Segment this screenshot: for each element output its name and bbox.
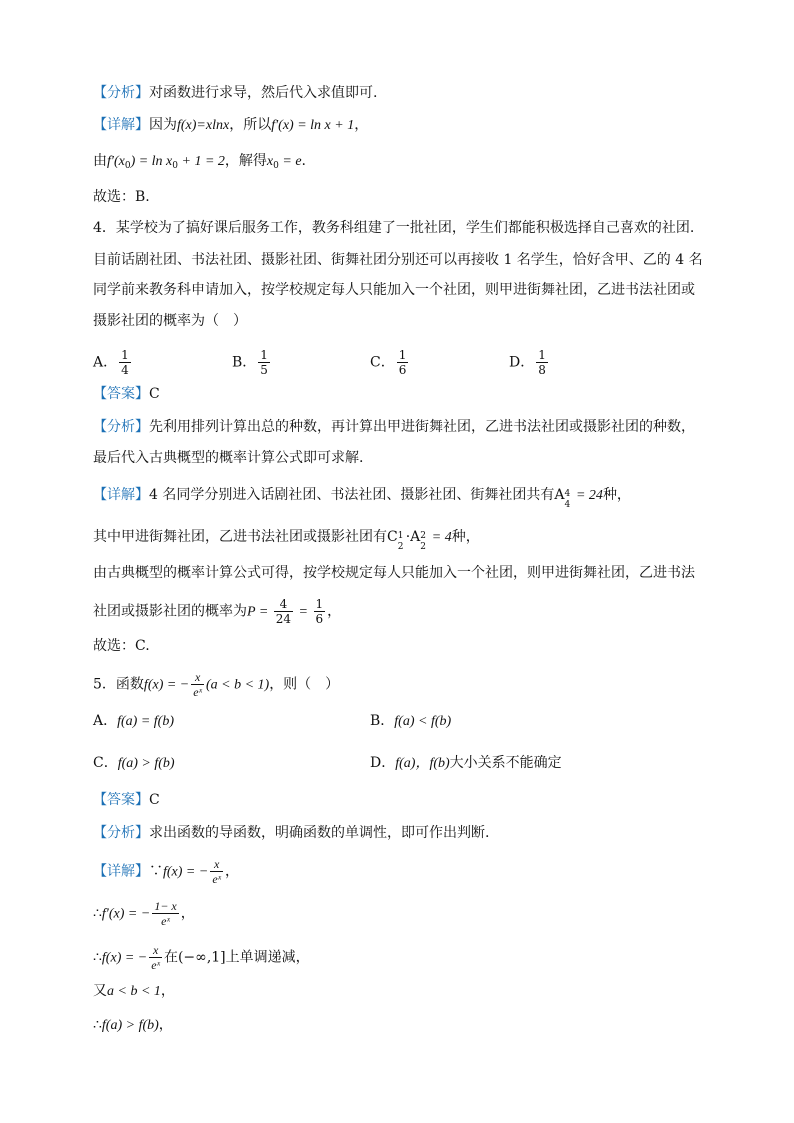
- math-expression: = e: [278, 154, 302, 169]
- q4-option-b: [232, 348, 272, 377]
- math-expression: (−∞,1]: [177, 949, 226, 966]
- math-expression: =: [295, 604, 312, 620]
- q4-stem-line-4: 摄影社团的概率为（ ）: [93, 313, 247, 329]
- detail-text: 社团或摄影社团的概率为: [93, 603, 247, 620]
- fraction: [314, 597, 326, 626]
- detail-text: 上单调递减，: [225, 949, 310, 966]
- math-expression: f′(x: [107, 154, 125, 169]
- fraction-denominator: 4: [121, 363, 129, 377]
- q5-option-a: [93, 711, 174, 732]
- math-expression: f(x) = −: [101, 950, 148, 966]
- fraction-numerator: 4: [274, 597, 293, 612]
- math-expression: =: [255, 604, 272, 620]
- detail-text: ，: [225, 863, 240, 880]
- superscript: 2: [420, 531, 427, 541]
- q3-detail-line: [93, 115, 368, 136]
- option-letter: D．: [509, 354, 535, 371]
- analysis-text: 求出函数的导函数，明确函数的单调性，即可作出判断.: [149, 825, 490, 841]
- detail-text: ，: [354, 117, 369, 133]
- detail-label: 【详解】: [93, 117, 149, 133]
- option-letter: A．: [93, 713, 118, 729]
- superscript: 1: [397, 531, 404, 541]
- detail-label: 【详解】: [93, 487, 149, 503]
- option-letter: C．: [370, 354, 395, 371]
- fraction: [536, 348, 548, 377]
- subscript: 0: [172, 161, 179, 171]
- analysis-label: 【分析】: [93, 825, 149, 841]
- option-text: f(a)，f(b): [395, 756, 450, 771]
- script-pair: [420, 528, 428, 552]
- option-letter: D．: [370, 755, 396, 771]
- fraction-denominator: 5: [260, 363, 268, 377]
- math-expression: f′(x) = ln x + 1: [271, 118, 355, 133]
- detail-text: 在: [163, 949, 178, 966]
- q4-detail-line-4: [93, 597, 341, 626]
- answer-value: C: [149, 792, 160, 808]
- option-text: f(a) < f(b): [394, 714, 452, 729]
- fraction: [191, 670, 204, 699]
- math-symbol: A: [554, 487, 565, 503]
- detail-text: 因为: [149, 117, 177, 133]
- math-expression: = 4: [428, 530, 452, 545]
- q4-option-d: [509, 348, 550, 377]
- q5-detail-line-5: [93, 1015, 173, 1036]
- math-expression: f(x) = −: [163, 864, 209, 880]
- answer-label: 【答案】: [93, 792, 149, 808]
- fraction: [149, 943, 162, 972]
- math-symbol: A: [410, 529, 421, 545]
- q4-stem-line-3: 同学前来教务科申请加入，按学校规定每人只能加入一个社团，则甲进街舞社团，乙进书法社团或: [93, 282, 695, 298]
- detail-text: 4 名同学分别进入话剧社团、书法社团、摄影社团、街舞社团共有: [149, 487, 555, 503]
- fraction-denominator: eˣ: [212, 872, 222, 886]
- question-text: 5．函数: [93, 676, 144, 693]
- q4-detail-line-3: 由古典概型的概率计算公式可得，按学校规定每人只能加入一个社团，则甲进街舞社团，乙进书法: [93, 565, 695, 581]
- math-symbol: C: [387, 529, 398, 545]
- q4-answer-line: [93, 384, 160, 404]
- fraction-denominator: eˣ: [193, 685, 202, 699]
- subscript: 2: [420, 542, 427, 552]
- q5-option-d: [370, 753, 562, 774]
- fraction-numerator: 1− x: [154, 899, 177, 913]
- math-expression: f(a) > f(b): [101, 1018, 159, 1033]
- q5-option-c: [93, 753, 175, 774]
- detail-text: ，: [160, 983, 175, 999]
- option-letter: C．: [93, 755, 118, 771]
- detail-text: ，: [180, 905, 195, 922]
- math-expression: f: [143, 677, 148, 693]
- q4-option-a: [93, 348, 133, 377]
- analysis-label: 【分析】: [93, 85, 149, 101]
- q4-detail-line-1: [93, 485, 631, 510]
- option-text: f(a) > f(b): [117, 756, 175, 771]
- q5-analysis-line: [93, 823, 489, 843]
- fraction: [152, 899, 178, 928]
- detail-text: 种，: [602, 487, 631, 503]
- fraction-numerator: 1: [398, 348, 407, 362]
- script-pair: [564, 486, 572, 510]
- math-expression: (x) = −: [147, 677, 190, 693]
- analysis-text: 先利用排列计算出总的种数，再计算出甲进街舞社团，乙进书法社团或摄影社团的种数，: [149, 419, 695, 435]
- fraction: [119, 348, 131, 377]
- fraction-numerator: 1: [121, 348, 129, 362]
- math-symbol: ∴: [93, 905, 102, 922]
- fraction: [397, 348, 409, 377]
- math-expression: a < b < 1: [107, 984, 161, 999]
- option-letter: B．: [232, 354, 257, 371]
- fraction: [258, 348, 270, 377]
- fraction: [274, 597, 293, 626]
- q5-detail-line-3: [93, 943, 310, 972]
- q4-final-line: 故选：C.: [93, 638, 150, 654]
- q5-detail-line-4: [93, 981, 175, 1002]
- q4-option-c: [370, 348, 410, 377]
- math-expression: f(x)=xlnx: [177, 118, 230, 133]
- fraction-numerator: 1: [260, 348, 268, 362]
- analysis-label: 【分析】: [93, 419, 149, 435]
- q4-stem-line-2: 目前话剧社团、书法社团、摄影社团、街舞社团分别还可以再接收 1 名学生，恰好含甲、乙的 4 名: [93, 252, 703, 268]
- fraction-denominator: 8: [538, 363, 546, 377]
- superscript: 4: [564, 489, 571, 499]
- q5-answer-line: [93, 790, 160, 810]
- math-expression: = 24: [572, 488, 603, 503]
- fraction-numerator: 1: [315, 597, 324, 611]
- detail-text: 种，: [451, 529, 480, 545]
- q4-analysis-line-2: 最后代入古典概型的概率计算公式即可求解.: [93, 450, 364, 466]
- answer-value: C: [149, 386, 160, 402]
- option-letter: B．: [370, 713, 395, 729]
- q3-answer-line: 故选：B.: [93, 189, 150, 205]
- math-expression: P: [247, 604, 256, 620]
- math-symbol: ∴: [93, 1017, 102, 1033]
- math-expression: (a < b < 1): [205, 677, 270, 693]
- question-text: ，则（ ）: [269, 676, 340, 693]
- fraction-denominator: eˣ: [161, 914, 170, 928]
- subscript: 4: [564, 500, 571, 510]
- q5-detail-line-2: [93, 899, 195, 928]
- q5-detail-line-1: [93, 857, 239, 886]
- q4-analysis-line-1: [93, 417, 695, 437]
- q4-stem-line-1: 4．某学校为了搞好课后服务工作，教务科组建了一批社团，学生们都能积极选择自己喜欢的社团.: [93, 220, 695, 236]
- detail-text: ，: [327, 603, 342, 620]
- option-text: f(a) = f(b): [117, 714, 174, 729]
- option-letter: A．: [93, 354, 118, 371]
- math-expression: x: [266, 154, 274, 169]
- subscript: 0: [273, 161, 279, 171]
- q4-detail-line-2: [93, 527, 480, 552]
- math-expression: + 1 = 2: [178, 154, 225, 169]
- detail-text: ，解得: [224, 153, 267, 169]
- fraction: [210, 857, 223, 886]
- fraction-numerator: x: [210, 857, 223, 872]
- subscript: 0: [124, 161, 131, 171]
- q5-option-b: [370, 711, 451, 732]
- fraction-denominator: 6: [398, 363, 407, 377]
- math-symbol: ∴: [93, 949, 102, 966]
- fraction-denominator: 6: [315, 612, 324, 626]
- script-pair: [397, 528, 406, 552]
- analysis-text: 对函数进行求导，然后代入求值即可.: [149, 85, 378, 101]
- option-text: 大小关系不能确定: [449, 755, 562, 771]
- fraction-numerator: x: [149, 943, 162, 958]
- detail-text: .: [301, 153, 306, 169]
- detail-text: 又: [93, 983, 107, 999]
- math-expression: ) = ln x: [130, 154, 173, 169]
- detail-text: ，: [158, 1017, 173, 1033]
- math-symbol: ∵: [149, 863, 163, 880]
- detail-text: 由: [93, 153, 107, 169]
- detail-text: ，所以: [229, 117, 272, 133]
- detail-label: 【详解】: [93, 863, 149, 880]
- fraction-denominator: 24: [275, 612, 292, 626]
- q5-stem-line: [93, 670, 339, 699]
- fraction-numerator: x: [191, 670, 204, 685]
- math-expression: f′(x) = −: [101, 906, 151, 922]
- fraction-denominator: eˣ: [151, 958, 160, 972]
- math-symbol: ·: [405, 529, 411, 545]
- detail-text: 其中甲进街舞社团，乙进书法社团或摄影社团有: [93, 529, 387, 545]
- answer-label: 【答案】: [93, 386, 149, 402]
- subscript: 2: [397, 542, 404, 552]
- fraction-numerator: 1: [538, 348, 546, 362]
- q3-analysis-line: [93, 83, 377, 103]
- q3-solve-line: [93, 151, 306, 176]
